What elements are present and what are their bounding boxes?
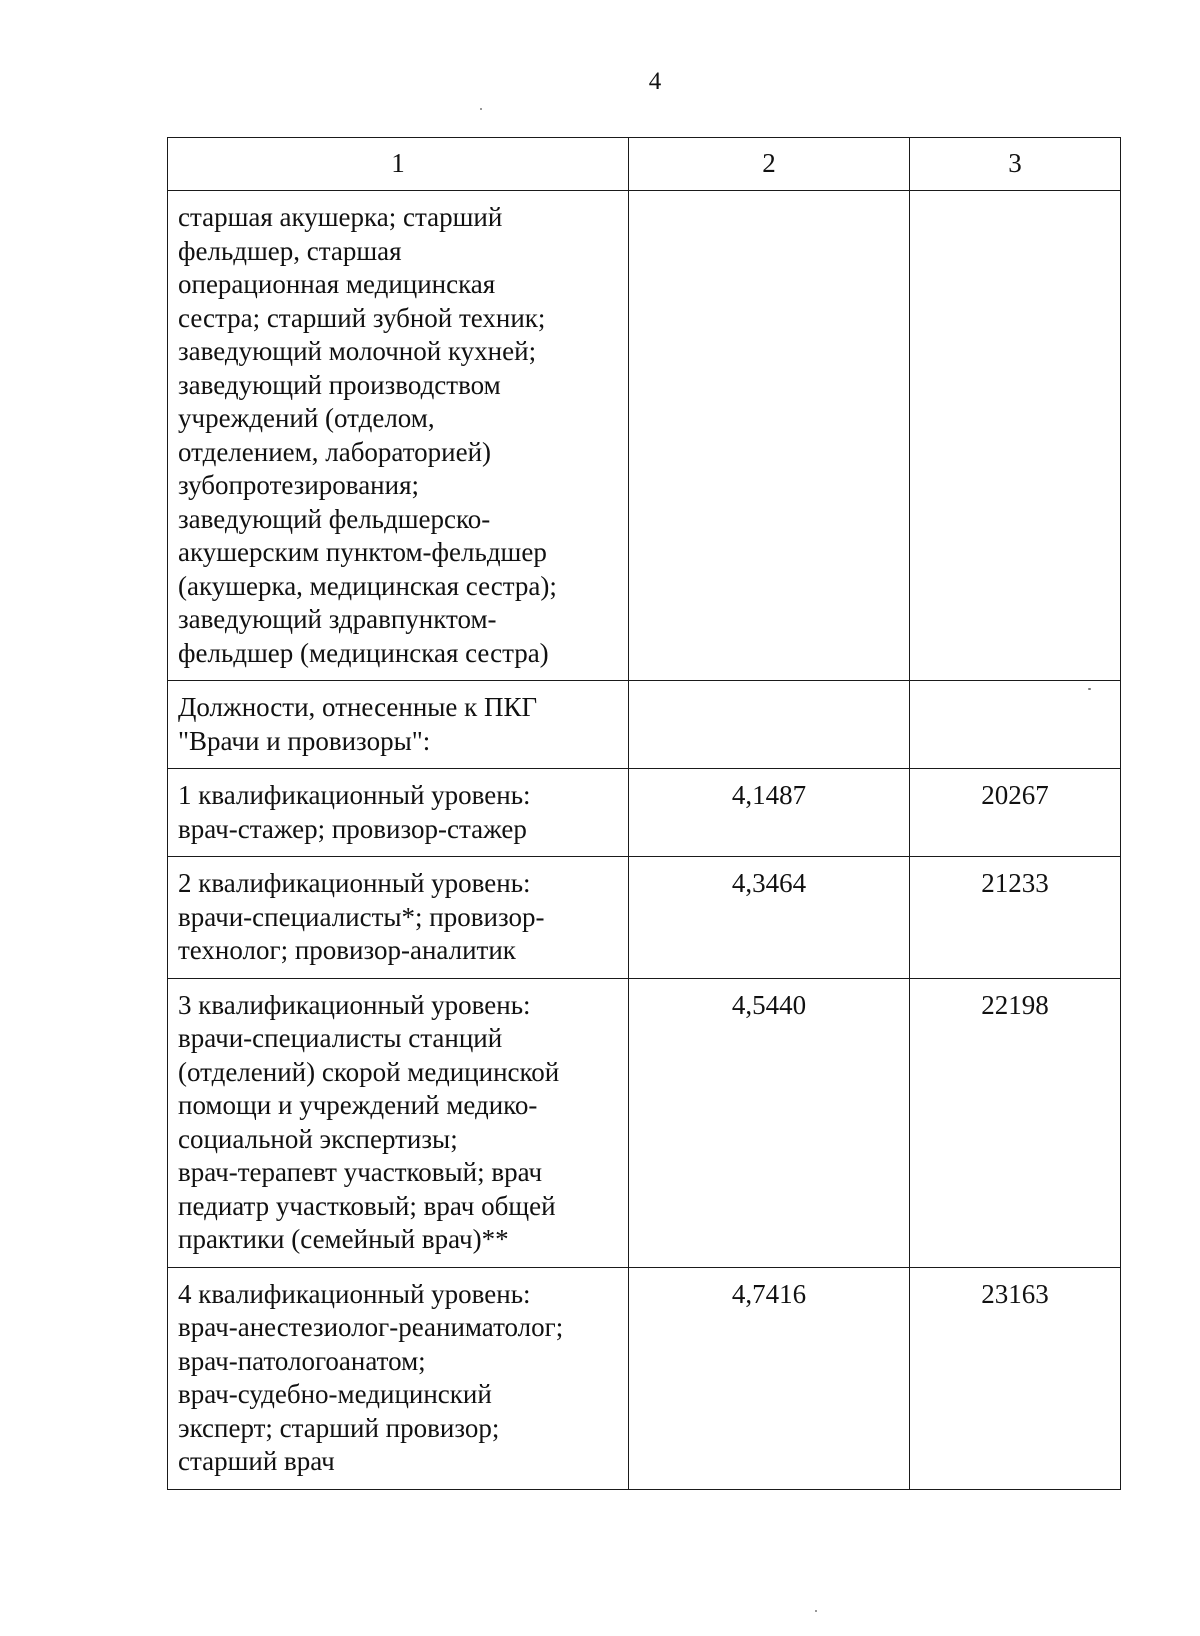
description-line: технолог; провизор-аналитик [178, 935, 516, 965]
description-line: врач-судебно-медицинский [178, 1379, 492, 1409]
description-line: Должности, отнесенные к ПКГ [178, 692, 538, 722]
position-description [168, 769, 629, 857]
description-line: заведующий молочной кухней; [178, 336, 537, 366]
description-line: врач-терапевт участковый; врач [178, 1157, 543, 1187]
scan-speck [480, 108, 482, 110]
table-row [168, 857, 1121, 979]
description-line: заведующий фельдшерско- [178, 503, 491, 534]
description-line: помощи и учреждений медико- [178, 1090, 538, 1120]
coefficient-cell: 4,7416 [629, 1267, 910, 1489]
scan-speck [1088, 688, 1091, 690]
description-line: врач-стажер; провизор-стажер [178, 813, 527, 844]
description-line: социальной экспертизы; [178, 1123, 458, 1154]
description-line: зубопротезирования; [178, 470, 419, 500]
position-description [168, 681, 629, 769]
description-line: акушерским пунктом-фельдшер [178, 537, 547, 567]
salary-cell: 23163 [910, 1267, 1121, 1489]
salary-cell: 21233 [910, 857, 1121, 979]
description-line: заведующий здравпунктом- [178, 604, 497, 634]
description-line: (акушерка, медицинская сестра); [178, 570, 557, 601]
scan-speck [815, 1610, 817, 1612]
description-line: старшая акушерка; старший [178, 202, 503, 232]
description-line: врачи-специалисты станций [178, 1023, 503, 1053]
description-line: "Врачи и провизоры": [178, 725, 431, 756]
description-line: 2 квалификационный уровень: [178, 868, 531, 898]
description-line: эксперт; старший провизор; [178, 1412, 500, 1443]
page-number: 4 [648, 68, 662, 95]
table-row [168, 191, 1121, 681]
description-line: 4 квалификационный уровень: [178, 1278, 531, 1309]
description-line: заведующий производством [178, 369, 501, 400]
description-line: врачи-специалисты*; провизор- [178, 901, 545, 932]
salary-cell: 22198 [910, 978, 1121, 1267]
position-description [168, 978, 629, 1267]
table-row [168, 978, 1121, 1267]
description-line: (отделений) скорой медицинской [178, 1056, 560, 1087]
position-description [168, 1267, 629, 1489]
description-line: фельдшер (медицинская сестра) [178, 637, 549, 668]
description-line: 1 квалификационный уровень: [178, 780, 531, 810]
salary-cell [910, 191, 1121, 681]
description-line: отделением, лабораторией) [178, 436, 492, 467]
description-line: врач-анестезиолог-реаниматолог; [178, 1312, 564, 1342]
description-line: сестра; старший зубной техник; [178, 302, 546, 333]
coefficient-cell [629, 191, 910, 681]
description-line: старший врач [178, 1446, 335, 1476]
header-col-2: 2 [629, 138, 910, 191]
table-header [168, 138, 1121, 191]
table-row [168, 1267, 1121, 1489]
description-line: педиатр участковый; врач общей [178, 1190, 556, 1221]
table-row [168, 769, 1121, 857]
salary-table [167, 137, 1121, 1490]
header-col-1: 1 [168, 138, 629, 191]
header-row [168, 138, 1121, 191]
description-line: врач-патологоанатом; [178, 1345, 426, 1376]
coefficient-cell: 4,1487 [629, 769, 910, 857]
table-body [168, 191, 1121, 1490]
description-line: операционная медицинская [178, 269, 496, 299]
coefficient-cell [629, 681, 910, 769]
position-description [168, 191, 629, 681]
coefficient-cell: 4,3464 [629, 857, 910, 979]
table-row [168, 681, 1121, 769]
description-line: практики (семейный врач)** [178, 1224, 509, 1254]
description-line: 3 квалификационный уровень: [178, 989, 531, 1020]
position-description [168, 857, 629, 979]
coefficient-cell: 4,5440 [629, 978, 910, 1267]
header-col-3: 3 [910, 138, 1121, 191]
salary-cell [910, 681, 1121, 769]
description-line: учреждений (отделом, [178, 403, 435, 433]
salary-cell: 20267 [910, 769, 1121, 857]
description-line: фельдшер, старшая [178, 235, 402, 266]
